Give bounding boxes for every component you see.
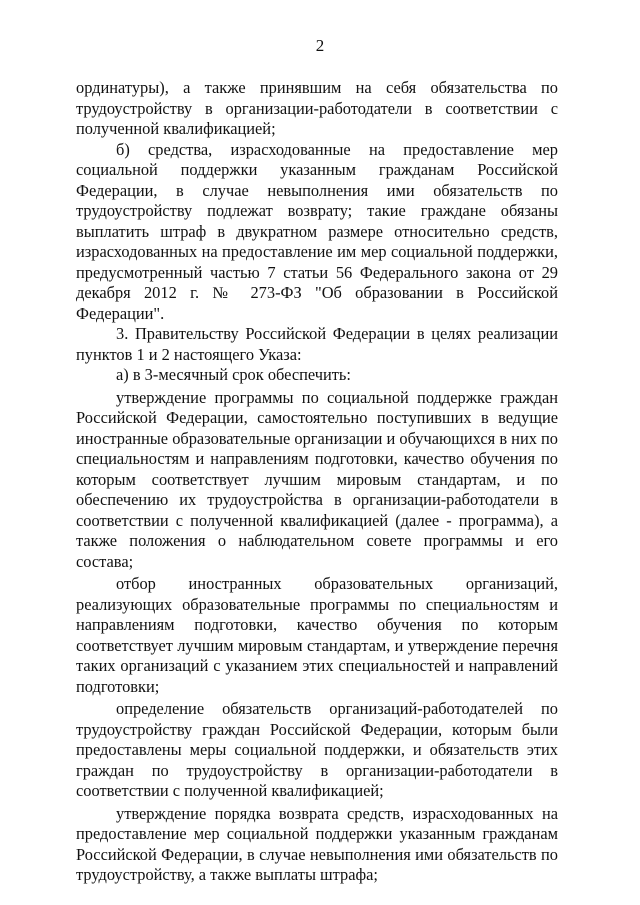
- paragraph-item-a: а) в 3-месячный срок обеспечить:: [116, 365, 351, 384]
- page-number: 2: [315, 36, 325, 55]
- document-body: [76, 78, 558, 886]
- paragraph-continuation: ординатуры), а также принявшим на себя обязательства по трудоустройству в организации-работодатели в соответствии с полученной квалификацией;: [76, 78, 558, 138]
- paragraph-item-3: 3. Правительству Российской Федерации в целях реализации пунктов 1 и 2 настоящего Указа:: [76, 324, 558, 364]
- paragraph-item-b: б) средства, израсходованные на предоставление мер социальной поддержки указанным гражданам Российской Федерации, в случае невыполнения ими обязательств по трудоустройству подлежат возврату; такие граждане обязаны выплатить штраф в двукратном размере относительно средств, израсходованных на предоставление им мер социальной поддержки, предусмотренный частью 7 статьи 56 Федерального закона от 29 декабря 2012 г. № 273-ФЗ "Об образовании в Российской Федерации".: [76, 139, 558, 323]
- paragraph-refund-procedure: утверждение порядка возврата средств, израсходованных на предоставление мер социальной поддержки указанным гражданам Российской Федерации, в случае невыполнения ими обязательств по трудоустройству, а также выплаты штрафа;: [76, 803, 558, 884]
- paragraph-obligations: определение обязательств организаций-работодателей по трудоустройству граждан Российской Федерации, которым были предоставлены меры социальной поддержки, и обязательств этих граждан по трудоустройству в организации-работодатели в соответствии с полученной квалификацией;: [76, 699, 558, 800]
- paragraph-selection: отбор иностранных образовательных организаций, реализующих образовательные программы по специальностям и направлениям подготовки, качество обучения по которым соответствует лучшим мировым стандартам, и утверждение перечня таких организаций с указанием этих специальностей и направлений подготовки;: [76, 574, 558, 696]
- paragraph-program-approval: утверждение программы по социальной поддержке граждан Российской Федерации, самостоятельно поступивших в ведущие иностранные образовательные организации и обучающихся в них по специальностям и направлениям подготовки, качество обучения по которым соответствует лучшим мировым стандартам, и по обеспечению их трудоустройства в организации-работодатели в соответствии с полученной квалификацией (далее - программа), а также положения о наблюдательном совете программы и его состава;: [76, 387, 558, 571]
